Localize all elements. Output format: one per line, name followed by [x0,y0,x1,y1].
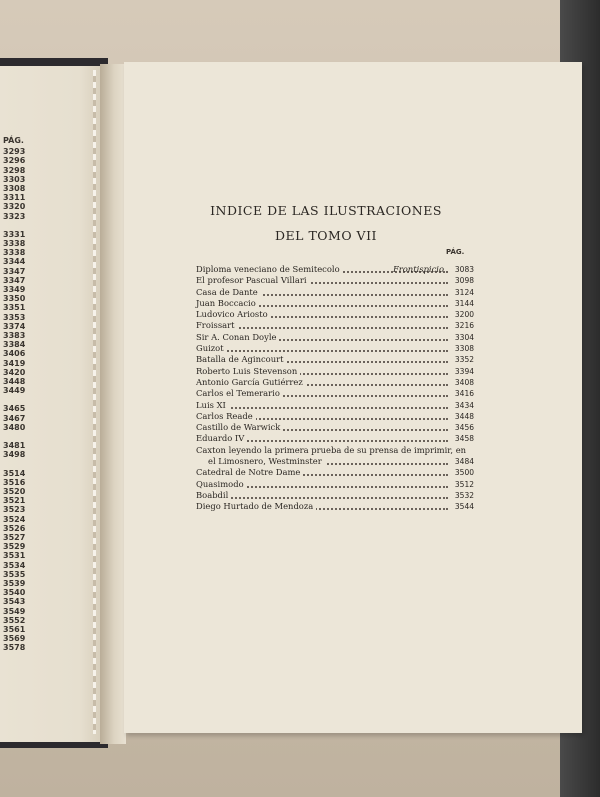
index-entry [196,422,474,433]
index-entry [196,275,474,286]
left-page-number: 3520 [3,486,26,496]
left-page-number: 3521 [3,496,26,506]
entry-sub: Frontispicio [392,264,444,274]
entry-page: 3308 [454,344,474,354]
left-page-number: 3527 [3,532,26,542]
entry-name: Caxton leyendo la primera prueba de su prensa de imprimir, en [196,444,467,455]
left-page-header: PÁG. [3,136,24,145]
left-page-number: 3308 [3,184,26,194]
group-gap [3,460,37,469]
left-page-number: 3344 [3,257,26,267]
entry-name: Guizot [196,343,227,353]
left-page-number: 3539 [3,578,26,588]
left-page-number: 3543 [3,597,26,607]
index-entry [196,377,474,388]
index-entry [196,366,474,377]
binding-stitch [93,70,96,734]
entry-page: 3083 [454,265,474,274]
entry-name: Juan Boccacio [196,298,259,308]
index-entry [196,287,474,298]
entry-page: 3408 [454,377,474,387]
left-page-number: 3338 [3,239,26,249]
left-page-number: 3347 [3,275,26,285]
index-entry [196,264,474,275]
index-entry [196,467,474,478]
left-page-number: 3578 [3,643,26,653]
entry-page: 3456 [454,423,474,433]
left-page-number: 3524 [3,514,26,524]
left-page-number: 3540 [3,588,26,598]
left-page-number: 3420 [3,367,26,377]
left-page-number: 3481 [3,441,26,451]
left-page-number: 3351 [3,303,26,313]
entry-page: 3544 [454,502,474,512]
left-page-number: 3303 [3,174,26,184]
left-page-number: 3523 [3,505,26,515]
left-page-number: 3534 [3,560,26,570]
left-page-number: 3350 [3,294,26,304]
index-entry [196,400,474,411]
index-title [188,203,464,243]
index-entry [196,388,474,399]
left-page-number: 3498 [3,450,26,460]
entry-page: 3216 [454,321,474,331]
left-page-number-column [3,136,37,653]
left-page-number: 3531 [3,551,26,561]
left-page-number: 3293 [3,147,26,157]
left-page-number: 3526 [3,523,26,533]
entry-page: 3144 [454,298,474,308]
page-column-header: PÁG. [446,248,465,256]
entry-page: 3200 [454,310,474,320]
entry-name: Diego Hurtado de Mendoza [196,501,316,511]
entry-page: 3352 [454,355,474,365]
index-entry [196,320,474,331]
left-page-number: 3311 [3,193,26,203]
left-page-number: 3449 [3,386,26,396]
entry-name: Casa de Dante [196,287,261,297]
entry-name: Castillo de Warwick [196,422,283,432]
entry-page: 3484 [454,457,474,467]
left-page-number: 3535 [3,569,26,579]
entry-name: Sir A. Conan Doyle [196,332,279,342]
index-entry [196,433,474,444]
index-entry [196,354,474,365]
entry-page: 3512 [454,479,474,489]
left-page-number: 3480 [3,422,26,432]
entry-name: Eduardo IV [196,433,247,443]
left-page-number: 3406 [3,349,26,359]
index-entry [196,343,474,354]
left-page-number: 3552 [3,615,26,625]
entry-name: Diploma veneciano de Semitecolo [196,264,343,274]
entry-page: 3532 [454,490,474,500]
index-entry [196,411,474,422]
entry-page: 3304 [454,332,474,342]
entry-name: Luis XI [196,400,229,410]
left-page-number: 3569 [3,634,26,644]
entry-name: El profesor Pascual Villari [196,275,310,285]
group-gap [3,395,37,404]
left-page-number: 3320 [3,202,26,212]
left-page-number: 3529 [3,542,26,552]
entry-page: 3458 [454,434,474,444]
left-page-number: 3384 [3,340,26,350]
left-page-number: 3347 [3,266,26,276]
entry-name: Froissart [196,320,238,330]
entry-name: Batalla de Agincourt [196,354,286,364]
leader-dots [196,350,448,352]
title-line-2: DEL TOMO VII [275,228,377,243]
entry-name: Quasimodo [196,479,247,489]
index-entry [196,445,474,468]
index-entry [196,501,474,512]
left-page-number: 3349 [3,285,26,295]
left-page-number: 3419 [3,358,26,368]
leader-dots [196,497,448,499]
index-entry [196,479,474,490]
entry-name: Ludovico Ariosto [196,309,271,319]
left-page-number: 3323 [3,211,26,221]
entry-page: 3434 [454,400,474,410]
group-gap [3,221,37,230]
index-entry [196,309,474,320]
left-page-number: 3561 [3,624,26,634]
left-page-number: 3549 [3,606,26,616]
entry-page: 3394 [454,366,474,376]
group-gap [3,432,37,441]
left-page-number: 3516 [3,477,26,487]
left-page-number: 3467 [3,413,26,423]
entry-page: 3124 [454,287,474,297]
left-page-number: 3353 [3,312,26,322]
entry-page: 3098 [454,276,474,286]
index-entry [196,332,474,343]
book-gutter [100,64,126,744]
left-page-number: 3298 [3,165,26,175]
entry-page: 3500 [454,468,474,478]
left-page-number: 3383 [3,331,26,341]
entry-page: 3416 [454,389,474,399]
left-page-number: 3448 [3,377,26,387]
left-page-number: 3331 [3,229,26,239]
index-entry [196,298,474,309]
left-page-number: 3296 [3,156,26,166]
index-entry [196,490,474,501]
entry-page: 3448 [454,411,474,421]
left-page-number: 3514 [3,468,26,478]
entry-name-continued: el Limosnero, Westminster [208,456,325,466]
left-page-number: 3338 [3,248,26,258]
title-line-1: INDICE DE LAS ILUSTRACIONES [210,203,442,218]
entry-name: Carlos el Temerario [196,388,283,398]
illustration-index-list [196,264,474,513]
entry-name: Roberto Luis Stevenson [196,366,300,376]
left-page-number: 3465 [3,404,26,414]
left-page-number: 3374 [3,321,26,331]
entry-name: Boabdil [196,490,231,500]
leader-dots [196,407,448,409]
entry-name: Antonio García Gutiérrez [196,377,306,387]
entry-name: Carlos Reade [196,411,256,421]
entry-name: Catedral de Notre Dame [196,467,303,477]
